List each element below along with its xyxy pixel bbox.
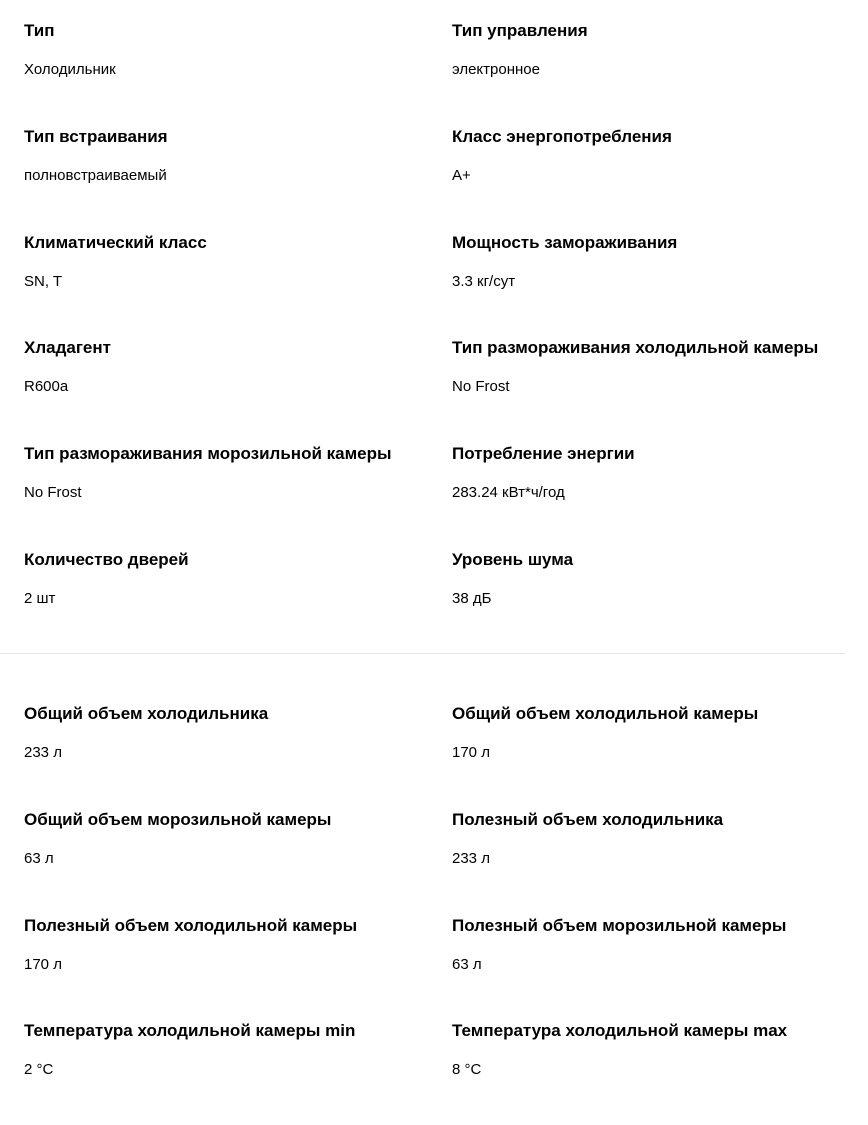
spec-fridge-defrost-type [452, 317, 868, 423]
spec-value: электронное [452, 61, 540, 78]
spec-label: Температура холодильной камеры max [452, 1021, 788, 1041]
spec-label: Тип встраивания [24, 126, 168, 146]
spec-label: Общий объем холодильной камеры [452, 704, 759, 723]
spec-refrigerant [24, 317, 452, 423]
spec-value: 233 л [24, 744, 62, 761]
spec-value: A+ [452, 166, 471, 184]
spec-control-type [452, 0, 868, 106]
spec-energy-consumption [452, 423, 868, 529]
spec-value: 8 °C [452, 1061, 482, 1079]
spec-fridge-usable-volume [24, 913, 452, 1019]
spec-label: Тип размораживания морозильной камеры [24, 444, 392, 464]
spec-fridge-temp-min [24, 1018, 452, 1124]
spec-value: полновстраиваемый [24, 166, 167, 184]
spec-label: Температура холодильной камеры min [24, 1021, 356, 1041]
spec-label: Количество дверей [24, 549, 189, 569]
spec-label: Климатический класс [24, 232, 207, 252]
spec-value: 233 л [452, 849, 490, 867]
spec-label: Полезный объем холодильника [452, 809, 724, 829]
spec-type [24, 0, 452, 106]
spec-built-in-type [24, 106, 452, 212]
spec-label: Общий объем холодильника [24, 704, 269, 723]
spec-value: 63 л [452, 955, 482, 973]
spec-label: Уровень шума [452, 549, 574, 569]
spec-label: Класс энергопотребления [452, 126, 672, 146]
spec-fridge-total-volume [452, 701, 868, 807]
spec-freezer-total-volume [24, 807, 452, 913]
spec-value: No Frost [452, 378, 510, 396]
spec-value: 38 дБ [452, 589, 492, 607]
spec-label: Тип управления [452, 21, 588, 40]
spec-value: Холодильник [24, 61, 116, 78]
spec-noise-level [452, 529, 868, 635]
spec-label: Полезный объем морозильной камеры [452, 915, 787, 935]
spec-value: 63 л [24, 849, 54, 867]
spec-energy-class [452, 106, 868, 212]
spec-value: 170 л [452, 744, 490, 761]
spec-fridge-temp-max [452, 1018, 868, 1124]
spec-label: Полезный объем холодильной камеры [24, 915, 358, 935]
spec-value: SN, T [24, 272, 63, 290]
spec-label: Хладагент [24, 338, 111, 358]
spec-total-volume [24, 701, 452, 807]
spec-door-count [24, 529, 452, 635]
spec-climate-class [24, 212, 452, 318]
specs-section-volume [0, 654, 868, 1124]
spec-value: R600a [24, 378, 69, 396]
spec-label: Общий объем морозильной камеры [24, 809, 332, 829]
specs-grid [0, 701, 868, 1124]
spec-value: 2 шт [24, 589, 56, 607]
spec-freezer-usable-volume [452, 913, 868, 1019]
spec-usable-volume [452, 807, 868, 913]
spec-value: 283.24 кВт*ч/год [452, 484, 565, 502]
spec-value: 3.3 кг/сут [452, 272, 516, 290]
spec-label: Тип размораживания холодильной камеры [452, 338, 819, 358]
spec-freezer-defrost-type [24, 423, 452, 529]
spec-label: Тип [24, 21, 55, 40]
spec-freezing-power [452, 212, 868, 318]
spec-label: Мощность замораживания [452, 232, 678, 252]
spec-value: No Frost [24, 484, 82, 502]
spec-label: Потребление энергии [452, 444, 635, 464]
spec-value: 170 л [24, 955, 62, 973]
spec-value: 2 °C [24, 1061, 54, 1079]
